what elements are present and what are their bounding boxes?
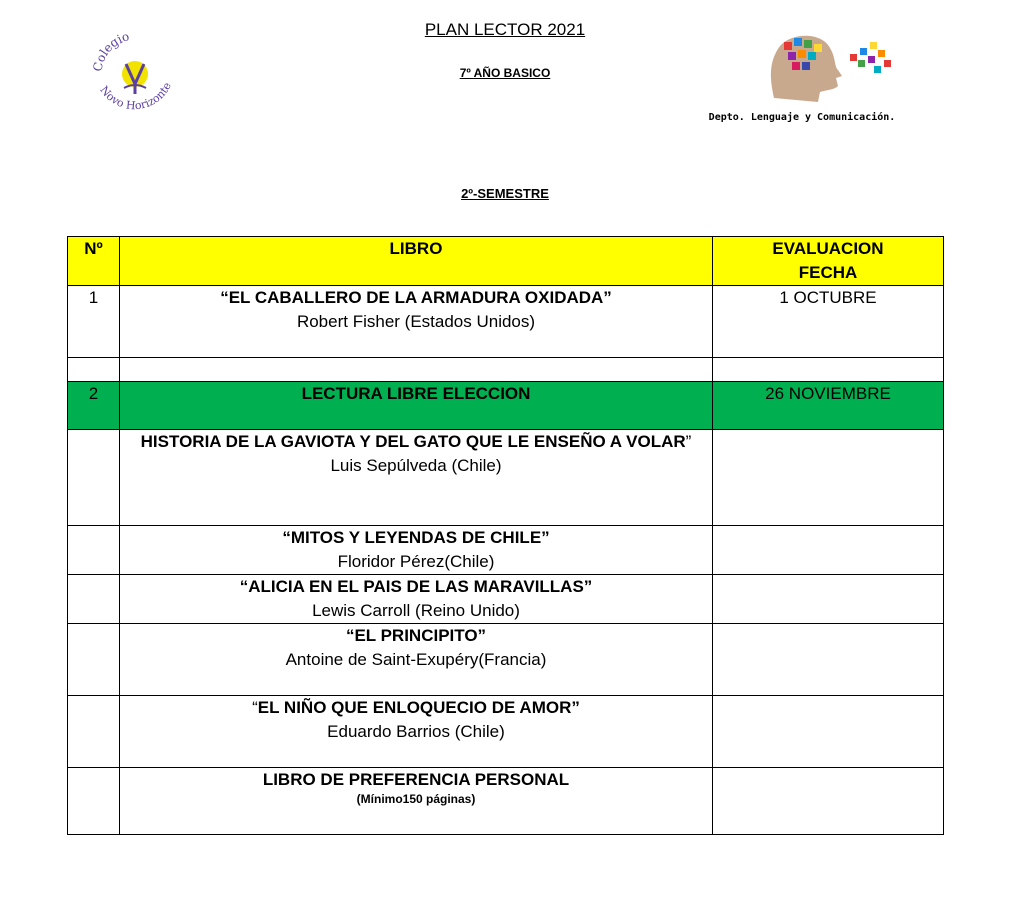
table-row	[68, 286, 944, 358]
book-cell	[120, 526, 713, 575]
document-title: PLAN LECTOR 2021	[424, 20, 586, 39]
department-logo	[760, 28, 900, 106]
table-row	[68, 575, 944, 624]
table-row-empty	[68, 358, 944, 382]
reading-plan-table	[67, 236, 944, 835]
book-author: Luis Sepúlveda (Chile)	[330, 456, 502, 475]
table-row-highlight	[68, 382, 944, 430]
book-title: LIBRO DE PREFERENCIA PERSONAL	[262, 770, 570, 789]
evaluation-date: 26 NOVIEMBRE	[713, 382, 944, 430]
evaluation-date: 1 OCTUBRE	[713, 286, 944, 358]
table-row	[68, 430, 944, 526]
column-header-book: LIBRO	[120, 237, 713, 286]
table-row	[68, 696, 944, 768]
book-title: “EL CABALLERO DE LA ARMADURA OXIDADA”	[220, 288, 612, 307]
book-cell	[120, 286, 713, 358]
department-caption: Depto. Lenguaje y Comunicación.	[708, 112, 896, 123]
book-cell	[120, 575, 713, 624]
book-title: “ALICIA EN EL PAIS DE LAS MARAVILLAS”	[239, 577, 593, 596]
table-row	[68, 624, 944, 696]
book-note: (Mínimo150 páginas)	[356, 792, 476, 806]
document-subtitle: 7º AÑO BASICO	[459, 66, 551, 80]
book-title: “MITOS Y LEYENDAS DE CHILE”	[282, 528, 550, 547]
book-cell	[120, 696, 713, 768]
book-cell	[120, 430, 713, 526]
school-emblem-icon	[122, 61, 148, 94]
table-row	[68, 526, 944, 575]
book-title: “EL PRINCIPITO”	[345, 626, 487, 645]
school-logo-name-bottom: Novo Horizonte	[97, 80, 174, 113]
book-cell	[120, 768, 713, 835]
row-number: 2	[68, 382, 120, 430]
row-number: 1	[68, 286, 120, 358]
book-author: Floridor Pérez(Chile)	[337, 552, 495, 571]
book-title: HISTORIA DE LA GAVIOTA Y DEL GATO QUE LE ENSEÑO A VOLAR”	[140, 432, 692, 451]
semester-heading: 2º-SEMESTRE	[461, 186, 549, 201]
table-row	[68, 768, 944, 835]
book-author: Lewis Carroll (Reino Unido)	[312, 601, 520, 620]
book-title: LECTURA LIBRE ELECCION	[120, 382, 713, 430]
school-logo-name-top: Colegio	[90, 29, 131, 73]
column-header-evaluation: EVALUACION FECHA	[713, 237, 944, 286]
book-title: “EL NIÑO QUE ENLOQUECIO DE AMOR”	[252, 698, 580, 717]
table-header-row	[68, 237, 944, 286]
book-cell	[120, 624, 713, 696]
book-author: Antoine de Saint-Exupéry(Francia)	[285, 650, 547, 669]
book-author: Robert Fisher (Estados Unidos)	[296, 312, 536, 331]
column-header-number: Nº	[68, 237, 120, 286]
book-author: Eduardo Barrios (Chile)	[327, 722, 505, 741]
school-logo	[88, 28, 184, 124]
